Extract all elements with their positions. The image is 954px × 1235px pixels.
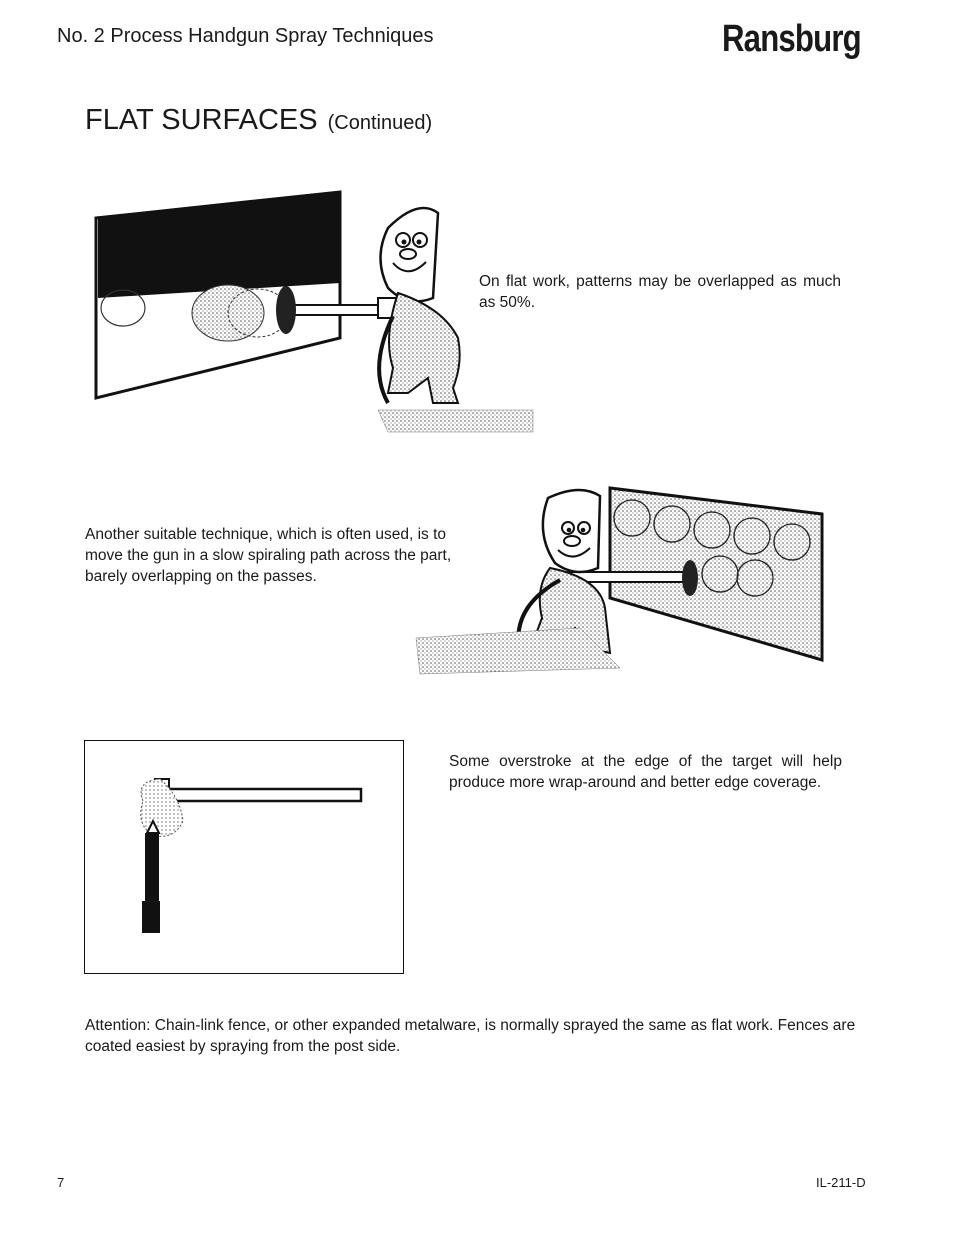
- document-code: IL-211-D: [816, 1175, 866, 1190]
- section-heading: [85, 104, 432, 137]
- overstroke-paragraph: Some overstroke at the edge of the target will help produce more wrap-around and better edge coverage.: [449, 753, 842, 791]
- header-title: No. 2 Process Handgun Spray Techniques: [57, 25, 434, 47]
- overlap-paragraph: On flat work, patterns may be overlapped as much as 50%.: [479, 273, 841, 311]
- overlap-illustration: [88, 188, 548, 440]
- brand-logo: Ransburg: [722, 18, 861, 60]
- section-title: FLAT SURFACES: [85, 104, 318, 136]
- attention-paragraph: Attention: Chain-link fence, or other expanded metalware, is normally sprayed the same as flat work. Fences are coated easiest by spraying from the post side.: [85, 1017, 856, 1055]
- section-subtitle: (Continued): [327, 112, 433, 134]
- spiral-illustration: [410, 478, 830, 686]
- overstroke-diagram: [84, 740, 404, 974]
- spiral-paragraph: Another suitable technique, which is often used, is to move the gun in a slow spiraling path across the part, barely overlapping on the passes.: [85, 526, 452, 585]
- page-number: 7: [57, 1175, 65, 1190]
